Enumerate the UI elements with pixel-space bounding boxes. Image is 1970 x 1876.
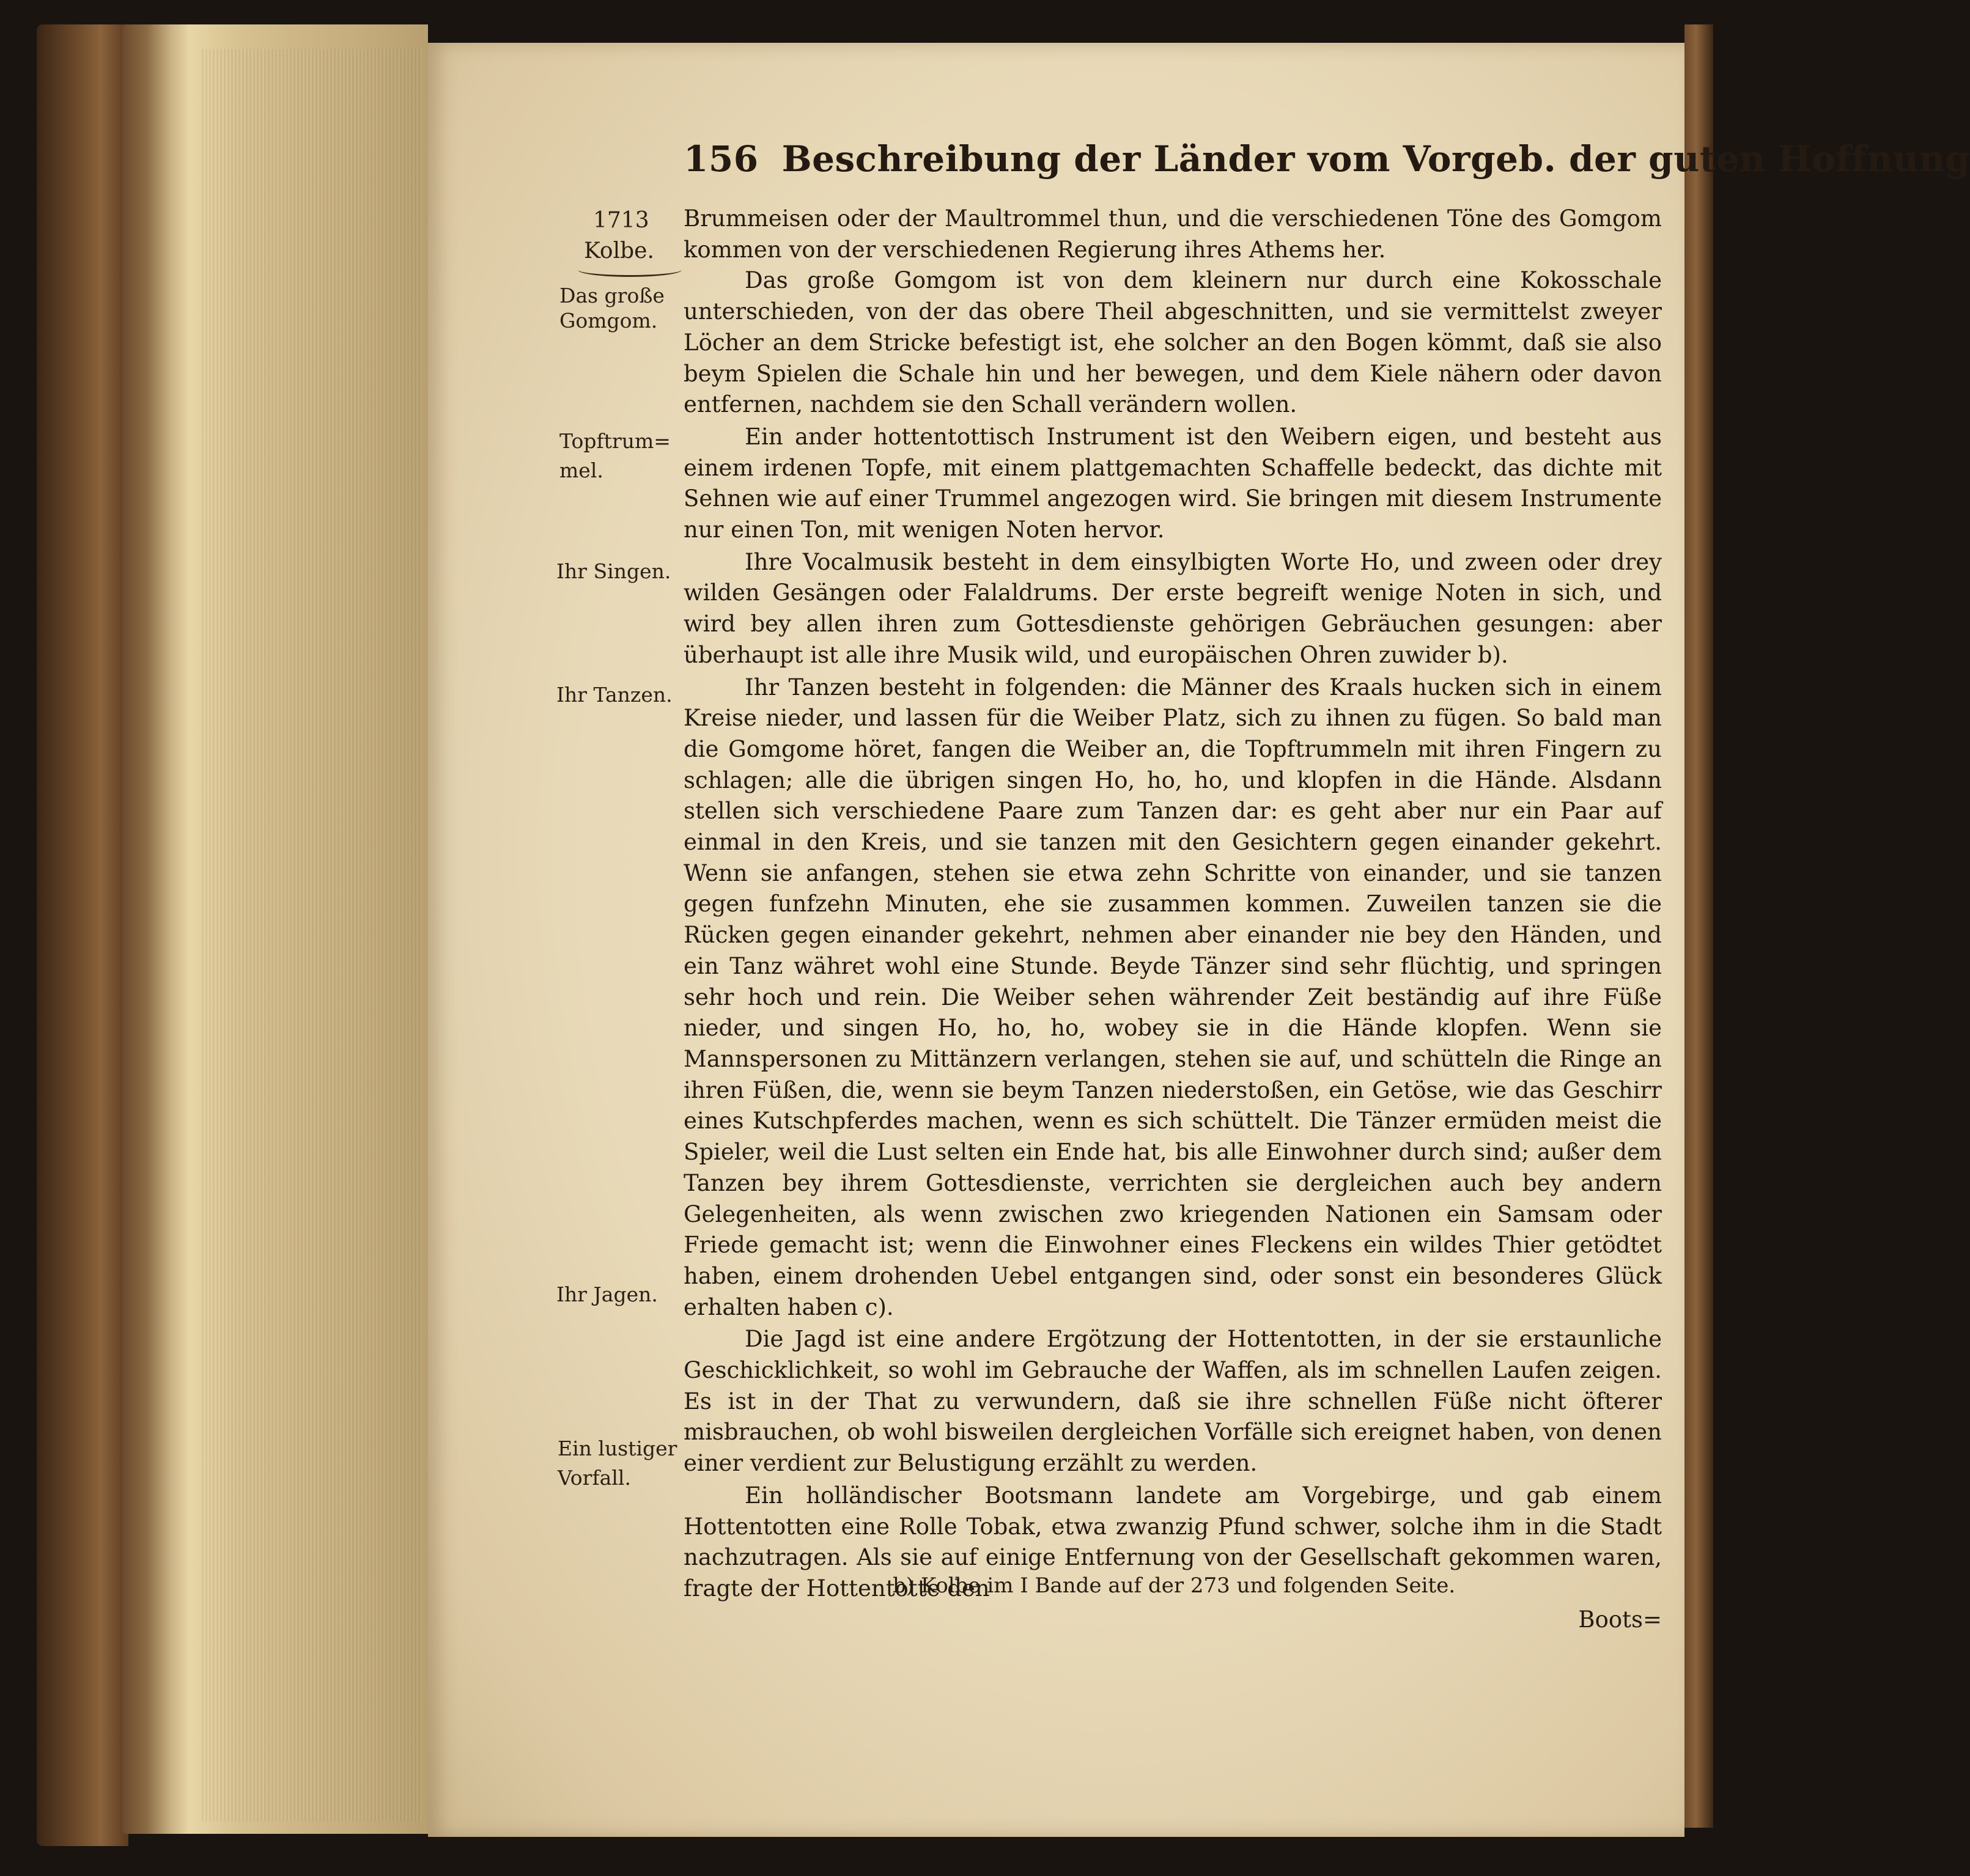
margin-note: Gomgom.	[559, 309, 658, 333]
margin-note: Topftrum=	[559, 429, 671, 453]
margin-note: Ihr Tanzen.	[556, 683, 673, 707]
footnote: b) Kolbe im I Bande auf der 273 und folgenden Seite.	[893, 1573, 1456, 1598]
margin-note: Vorfall.	[558, 1466, 631, 1490]
book-cover-left	[37, 24, 128, 1846]
paragraph: Ein holländischer Bootsmann landete am Vorgebirge, und gab einem Hottentotten eine Rolle Tobak, etwa zwanzig Pfund schwer, solche ihm in die Stadt nachzutragen. Als sie auf einige Entfernung von der Gesellschaft gekommen waren, fragte der Hottentotte den	[684, 1482, 1662, 1602]
margin-author: Kolbe.	[584, 238, 654, 263]
catchword: Boots=	[1578, 1606, 1662, 1633]
margin-note: Ihr Jagen.	[556, 1282, 658, 1306]
margin-note: Ein lustiger	[558, 1436, 677, 1460]
paragraph: Brummeisen oder der Maultrommel thun, und die verschiedenen Töne des Gomgom kommen von der verschiedenen Regierung ihres Athems her.	[684, 205, 1662, 263]
paragraph: Ihre Vocalmusik besteht in dem einsylbigten Worte Ho, und zween oder drey wilden Gesängen oder Falaldrums. Der erste begreift wenige Noten in sich, und wird bey allen ihren zum Gottesdienste gehörigen Gebräuchen gesungen: aber überhaupt ist alle ihre Musik wild, und europäischen Ohren zuwider b).	[684, 548, 1662, 668]
book-cover-right	[1684, 24, 1713, 1828]
margin-note: Das große	[559, 284, 665, 307]
margin-note: mel.	[559, 458, 603, 482]
margin-year: 1713	[593, 208, 649, 233]
running-title: Beschreibung der Länder vom Vorgeb. der guten Hoffnung	[781, 138, 1970, 180]
paragraph: Ihr Tanzen besteht in folgenden: die Männer des Kraals hucken sich in einem Kreise nieder, und lassen für die Weiber Platz, sich zu ihnen zu fügen. So bald man die Gomgome höret, fangen die Weiber an, die Topftrummeln mit ihren Fingern zu schlagen; alle die übrigen singen Ho, ho, ho, und klopfen in die Hände. Alsdann stellen sich verschiedene Paare zum Tanzen dar: es geht aber nur ein Paar auf einmal in den Kreis, und sie tanzen mit den Gesichtern gegen einander gekehrt. Wenn sie anfangen, stehen sie etwa zehn Schritte von einander, und sie tanzen gegen funfzehn Minuten, ehe sie zusammen kommen. Zuweilen tanzen sie die Rücken gegen einander gekehrt, nehmen aber einander nie bey den Händen, und ein Tanz währet wohl eine Stunde. Beyde Tänzer sind sehr flüchtig, und springen sehr hoch und rein. Die Weiber sehen währender Zeit beständig auf ihre Füße nieder, und singen Ho, ho, ho, wobey sie in die Hände klopfen. Wenn sie Mannspersonen zu Mittänzern verlangen, stehen sie auf, und schütteln die Ringe an ihren Füßen, die, wenn sie beym Tanzen niederstoßen, ein Getöse, wie das Geschirr eines Kutschpferdes machen, wenn es sich schüttelt. Die Tänzer ermüden meist die Spieler, weil die Lust selten ein Ende hat, bis alle Einwohner durch sind; außer dem Tanzen bey ihrem Gottesdienste, verrichten sie dergleichen auch bey andern Gelegenheiten, als wenn zwischen zwo kriegenden Nationen ein Samsam oder Friede gemacht ist; wenn die Einwohner eines Fleckens ein wildes Thier getödtet haben, einem drohenden Uebel entgangen sind, oder sonst ein besonderes Glück erhalten haben c).	[684, 674, 1662, 1320]
running-head	[684, 138, 1970, 180]
margin-note: Ihr Singen.	[556, 559, 671, 583]
margin-bracket	[578, 263, 682, 277]
body-text	[684, 204, 1662, 1635]
paragraph: Die Jagd ist eine andere Ergötzung der Hottentotten, in der sie erstaunliche Geschicklichkeit, so wohl im Gebrauche der Waffen, als im schnellen Laufen zeigen. Es ist in der That zu verwundern, daß sie ihre schnellen Füße nicht öfterer misbrauchen, ob wohl bisweilen dergleichen Vorfälle sich ereignet haben, von denen einer verdient zur Belustigung erzählt zu werden.	[684, 1326, 1662, 1477]
paragraph: Ein ander hottentottisch Instrument ist den Weibern eigen, und besteht aus einem irdenen Topfe, mit einem plattgemachten Schaffelle bedeckt, das dichte mit Sehnen wie auf einer Trummel angezogen wird. Sie bringen mit diesem Instrumente nur einen Ton, mit wenigen Noten hervor.	[684, 423, 1662, 543]
paragraph: Das große Gomgom ist von dem kleinern nur durch eine Kokosschale unterschieden, von der das obere Theil abgeschnitten, und sie vermittelst zweyer Löcher an dem Stricke befestigt ist, ehe solcher an den Bogen kömmt, daß sie also beym Spielen die Schale hin und her bewegen, und dem Kiele nähern oder davon entfernen, nachdem sie den Schall verändern wollen.	[684, 267, 1662, 418]
page-number: 156	[684, 138, 759, 180]
page-edges	[122, 24, 428, 1834]
